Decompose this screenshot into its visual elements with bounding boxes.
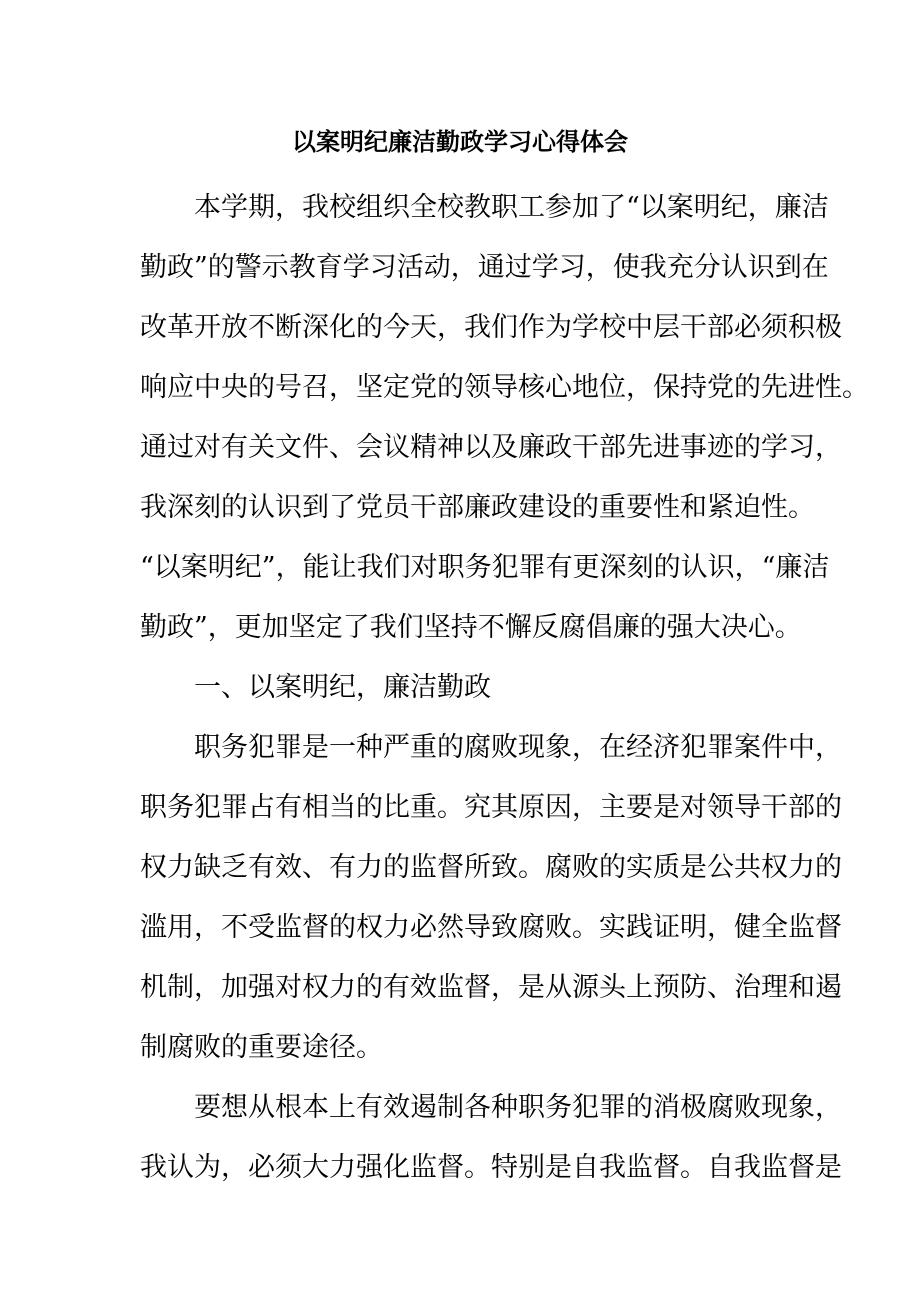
text-line: 本学期，我校组织全校教职工参加了“以案明纪，廉洁	[194, 192, 829, 223]
text-line: “以案明纪”，能让我们对职务犯罪有更深刻的认识，“廉洁	[140, 552, 830, 583]
text-line: 勤政”，更加坚定了我们坚持不懈反腐倡廉的强大决心。	[140, 612, 802, 643]
document-body	[140, 178, 869, 1198]
document-title: 以案明纪廉洁勤政学习心得体会	[292, 127, 628, 156]
section-heading	[140, 658, 780, 718]
text-line: 响应中央的号召，坚定党的领导核心地位，保持党的先进性。	[140, 372, 869, 403]
text-line: 我深刻的认识到了党员干部廉政建设的重要性和紧迫性。	[140, 492, 815, 523]
heading-line: 一、以案明纪，廉洁勤政	[194, 672, 491, 703]
text-line: 职务犯罪占有相当的比重。究其原因，主要是对领导干部的	[140, 792, 842, 823]
paragraph-section-one	[140, 718, 842, 1078]
text-line: 机制，加强对权力的有效监督，是从源头上预防、治理和遏	[140, 972, 842, 1003]
paragraph-intro	[140, 178, 869, 658]
text-line: 要想从根本上有效遏制各种职务犯罪的消极腐败现象，	[194, 1092, 842, 1123]
text-line: 权力缺乏有效、有力的监督所致。腐败的实质是公共权力的	[140, 852, 842, 883]
text-line: 职务犯罪是一种严重的腐败现象，在经济犯罪案件中，	[194, 732, 842, 763]
text-line: 滥用，不受监督的权力必然导致腐败。实践证明，健全监督	[140, 912, 842, 943]
text-line: 制腐败的重要途径。	[140, 1032, 383, 1063]
text-line: 改革开放不断深化的今天，我们作为学校中层干部必须积极	[140, 312, 842, 343]
text-line: 通过对有关文件、会议精神以及廉政干部先进事迹的学习，	[140, 432, 842, 463]
text-line: 勤政”的警示教育学习活动，通过学习，使我充分认识到在	[140, 252, 829, 283]
text-line: 我认为，必须大力强化监督。特别是自我监督。自我监督是	[140, 1152, 842, 1183]
paragraph-supervision	[140, 1078, 842, 1198]
